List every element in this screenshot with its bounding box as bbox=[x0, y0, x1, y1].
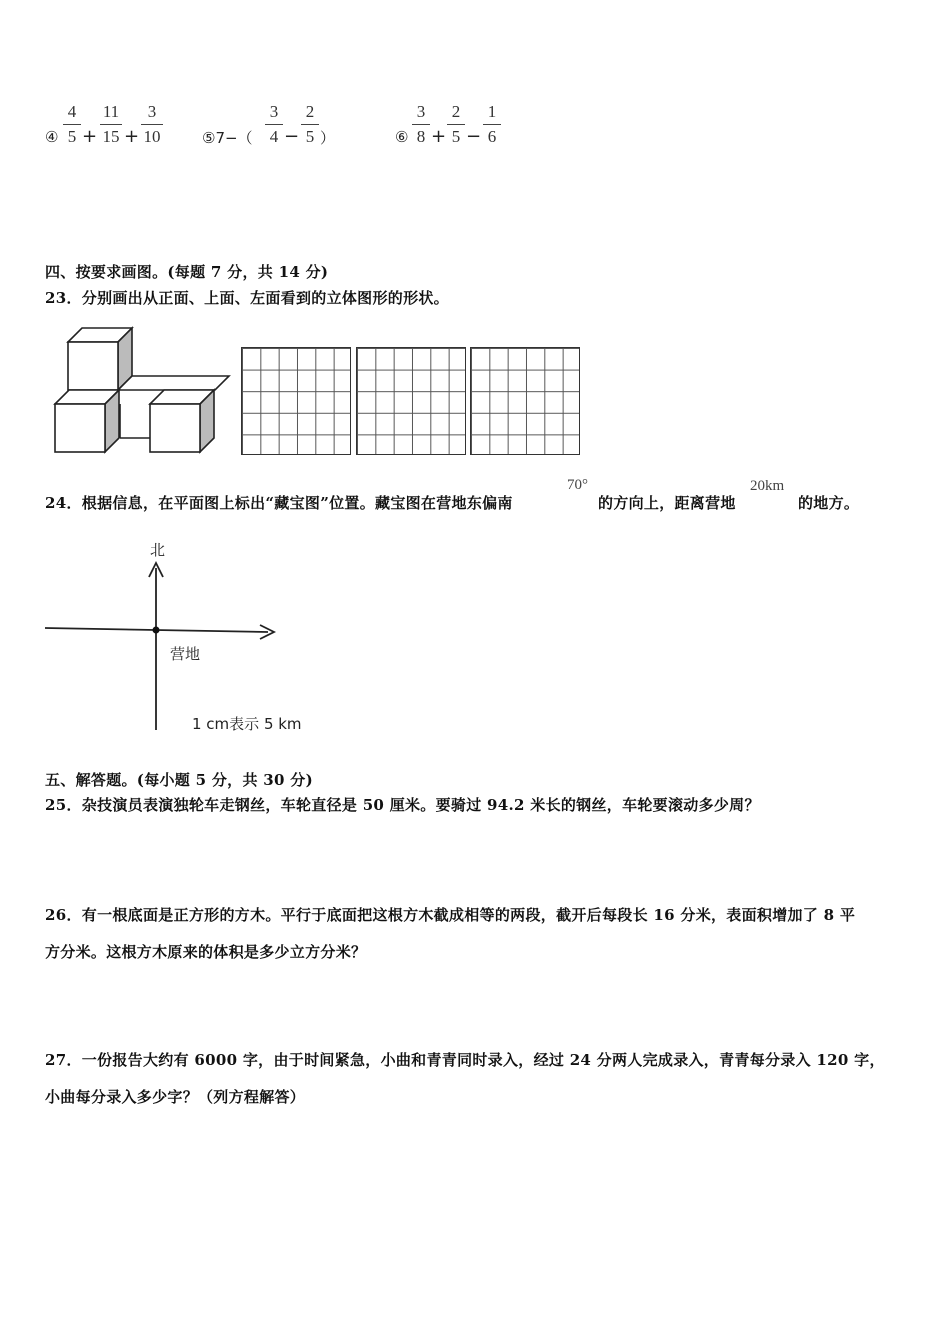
question-26-line1: 26．有一根底面是正方形的方木。平行于底面把这根方木截成相等的两段，截开后每段长 16 分米，表面积增加了 8 平 bbox=[45, 906, 856, 924]
section-4-title: 四、按要求画图。(每题 7 分，共 14 分) bbox=[45, 263, 329, 281]
cube-figure bbox=[50, 322, 235, 456]
fraction: 4 5 bbox=[63, 102, 81, 147]
question-24-part3: 的地方。 bbox=[798, 494, 860, 512]
question-27-line1: 27．一份报告大约有 6000 字，由于时间紧急，小曲和青青同时录入，经过 24 分两人完成录入，青青每分录入 120 字， bbox=[45, 1051, 885, 1069]
scale-label: 1 cm表示 5 km bbox=[192, 715, 302, 733]
fraction: 11 15 bbox=[100, 102, 122, 147]
drawing-grid-left[interactable] bbox=[470, 347, 580, 455]
drawing-grid-top[interactable] bbox=[356, 347, 466, 455]
question-24-part2: 的方向上，距离营地 bbox=[598, 494, 736, 512]
cube-top-face bbox=[118, 376, 229, 390]
question-24-part1: 24．根据信息，在平面图上标出“藏宝图”位置。藏宝图在营地东偏南 bbox=[45, 494, 513, 512]
fraction: 3 8 bbox=[412, 102, 430, 147]
expression-6-label: ⑥ bbox=[395, 128, 409, 146]
plus-operator: + bbox=[82, 126, 98, 147]
question-27-line2: 小曲每分录入多少字？（列方程解答） bbox=[45, 1088, 306, 1106]
section-5-title: 五、解答题。(每小题 5 分，共 30 分) bbox=[45, 771, 313, 789]
fraction: 2 5 bbox=[447, 102, 465, 147]
minus-operator: − bbox=[466, 126, 482, 147]
question-23: 23．分别画出从正面、上面、左面看到的立体图形的形状。 bbox=[45, 289, 449, 307]
drawing-grid-front[interactable] bbox=[241, 347, 351, 455]
expression-5-label: ⑤7−（ bbox=[202, 129, 253, 147]
fraction: 3 10 bbox=[141, 102, 163, 147]
fraction: 2 5 bbox=[301, 102, 319, 147]
plus-operator: + bbox=[431, 126, 447, 147]
cube-front-face bbox=[55, 404, 105, 452]
fraction: 3 4 bbox=[265, 102, 283, 147]
expression-4-label: ④ bbox=[45, 128, 59, 146]
camp-label: 营地 bbox=[170, 645, 201, 663]
minus-operator: − bbox=[284, 126, 300, 147]
compass-diagram bbox=[40, 560, 290, 735]
question-25: 25．杂技演员表演独轮车走钢丝，车轮直径是 50 厘米。要骑过 94.2 米长的钢丝，车轮要滚动多少周？ bbox=[45, 796, 760, 814]
question-26-line2: 方分米。这根方木原来的体积是多少立方分米？ bbox=[45, 943, 367, 961]
camp-point bbox=[153, 627, 160, 634]
close-paren: ） bbox=[320, 129, 336, 147]
cube-front-face bbox=[68, 342, 118, 390]
fraction: 1 6 bbox=[483, 102, 501, 147]
angle-value: 70° bbox=[567, 477, 588, 493]
distance-value: 20km bbox=[750, 478, 785, 494]
plus-operator: + bbox=[124, 126, 140, 147]
north-label: 北 bbox=[150, 541, 166, 559]
cube-front-face bbox=[150, 404, 200, 452]
